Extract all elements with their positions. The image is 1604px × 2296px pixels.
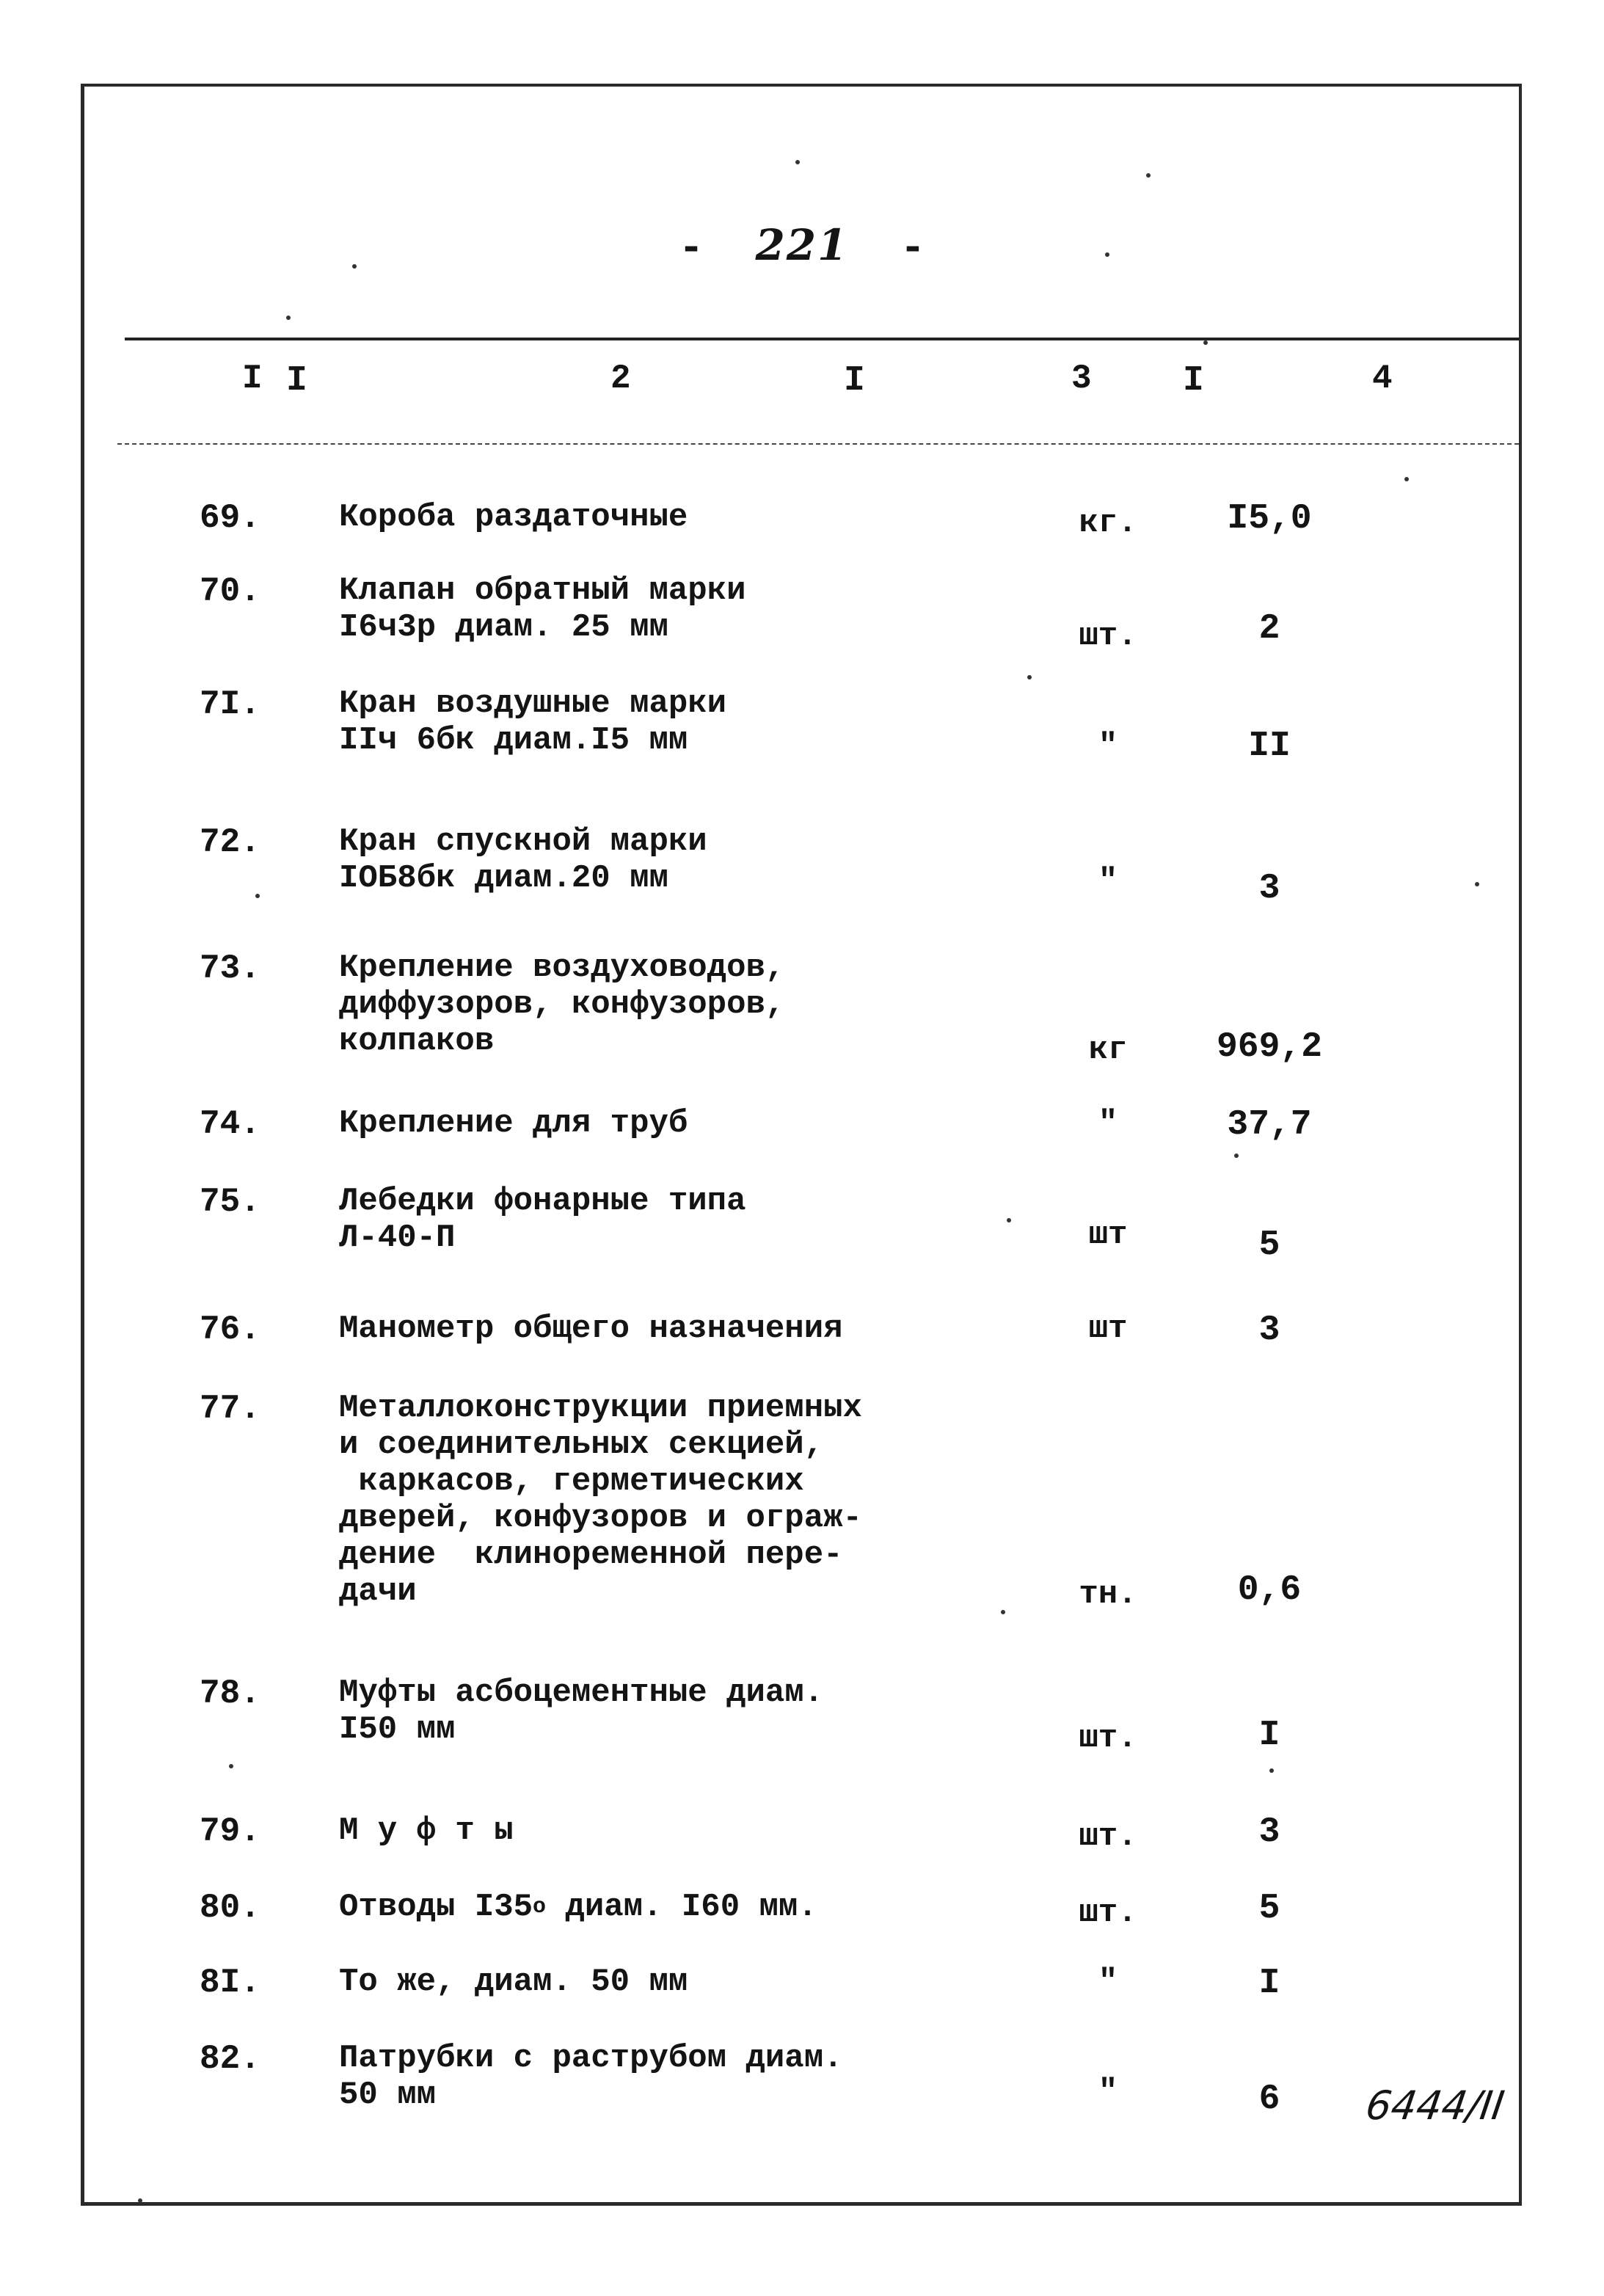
page-frame bbox=[81, 84, 1522, 2206]
row-number: 79. bbox=[200, 1812, 260, 1851]
header-separator-3: I bbox=[1183, 361, 1204, 401]
row-qty: 3 bbox=[1258, 869, 1280, 908]
row-unit: " bbox=[1098, 728, 1118, 765]
scan-speck bbox=[1475, 882, 1479, 886]
header-col-1: I bbox=[242, 360, 263, 398]
row-qty: 2 bbox=[1258, 609, 1280, 649]
scan-speck bbox=[1146, 173, 1151, 178]
row-unit: кг. bbox=[1079, 505, 1137, 542]
page-number-value: 221 bbox=[755, 220, 849, 270]
row-qty: 6 bbox=[1258, 2080, 1280, 2119]
scan-speck bbox=[1404, 477, 1409, 481]
row-name: Клапан обратный марки I6ч3р диам. 25 мм bbox=[339, 572, 746, 646]
row-unit: " bbox=[1098, 2074, 1118, 2110]
scan-speck bbox=[352, 264, 357, 269]
row-number: 78. bbox=[200, 1674, 260, 1713]
row-unit: шт. bbox=[1079, 1895, 1137, 1931]
header-col-3: 3 bbox=[1071, 360, 1092, 398]
header-separator-1: I bbox=[286, 361, 307, 401]
row-qty: II bbox=[1248, 726, 1291, 766]
page-number bbox=[0, 220, 1604, 273]
row-unit: шт. bbox=[1079, 1720, 1137, 1757]
scan-speck bbox=[229, 1764, 233, 1768]
scan-speck bbox=[1007, 1218, 1011, 1222]
row-name: Крепление воздуховодов, диффузоров, конфузоров, колпаков bbox=[339, 950, 785, 1060]
scan-speck bbox=[1234, 1154, 1239, 1158]
scan-speck bbox=[795, 160, 800, 164]
row-name: Кран воздушные марки IIч 6бк диам.I5 мм bbox=[339, 685, 727, 759]
row-number: 73. bbox=[200, 950, 260, 988]
row-number: 72. bbox=[200, 823, 260, 861]
scan-speck bbox=[138, 2198, 142, 2203]
row-name bbox=[339, 1889, 970, 1925]
scan-speck bbox=[1001, 1610, 1005, 1614]
row-unit: шт. bbox=[1079, 618, 1137, 655]
row-unit: " bbox=[1098, 1964, 1118, 2000]
scan-speck bbox=[1269, 1768, 1274, 1773]
header-bottom-rule bbox=[117, 443, 1519, 445]
row-name-tail: диам. I60 мм. bbox=[546, 1889, 817, 1925]
row-number: 76. bbox=[200, 1311, 260, 1349]
row-name: Муфты асбоцементные диам. I50 мм bbox=[339, 1674, 824, 1748]
header-col-4: 4 bbox=[1372, 360, 1393, 398]
scan-speck bbox=[1105, 252, 1109, 257]
row-name: Крепление для труб bbox=[339, 1105, 688, 1142]
row-qty: I bbox=[1258, 1964, 1280, 2003]
row-name: Металлоконструкции приемных и соединительных секцией, каркасов, герметических дверей, конфузоров и ограж- дение клиноременной пере- дачи bbox=[339, 1390, 862, 1610]
degree-sign: о bbox=[533, 1895, 547, 1920]
page-number-dash-left: - bbox=[678, 225, 704, 273]
row-qty: 3 bbox=[1258, 1812, 1280, 1852]
row-qty: 5 bbox=[1258, 1889, 1280, 1928]
row-name: Кран спускной марки IОБ8бк диам.20 мм bbox=[339, 823, 707, 897]
row-name: Патрубки с раструбом диам. 50 мм bbox=[339, 2040, 843, 2113]
scan-speck bbox=[1203, 340, 1208, 345]
row-unit: " bbox=[1098, 863, 1118, 900]
scan-speck bbox=[1027, 675, 1032, 679]
row-number: 80. bbox=[200, 1889, 260, 1927]
row-unit: шт bbox=[1088, 1311, 1128, 1347]
row-name-main: Отводы I35 bbox=[339, 1889, 533, 1925]
row-unit: " bbox=[1098, 1105, 1118, 1142]
row-number: 75. bbox=[200, 1183, 260, 1221]
row-unit: шт. bbox=[1079, 1818, 1137, 1855]
row-name: То же, диам. 50 мм bbox=[339, 1964, 688, 2000]
row-name: Лебедки фонарные типа Л-40-П bbox=[339, 1183, 746, 1256]
row-unit: кг bbox=[1088, 1032, 1128, 1068]
row-number: 69. bbox=[200, 499, 260, 537]
header-top-rule bbox=[125, 338, 1519, 340]
page-number-dash-right: - bbox=[900, 225, 926, 273]
scan-speck bbox=[286, 316, 291, 320]
row-qty: 0,6 bbox=[1237, 1570, 1302, 1610]
row-name: Короба раздаточные bbox=[339, 499, 688, 536]
header-separator-2: I bbox=[844, 361, 865, 401]
row-unit: шт bbox=[1088, 1217, 1128, 1253]
row-number: 82. bbox=[200, 2040, 260, 2078]
row-name: Манометр общего назначения bbox=[339, 1311, 843, 1347]
row-number: 74. bbox=[200, 1105, 260, 1143]
row-number: 70. bbox=[200, 572, 260, 611]
row-name: М у ф т ы bbox=[339, 1812, 514, 1849]
row-qty: 969,2 bbox=[1216, 1027, 1323, 1067]
row-number: 8I. bbox=[200, 1964, 260, 2002]
row-qty: I5,0 bbox=[1227, 499, 1312, 539]
row-qty: 3 bbox=[1258, 1311, 1280, 1350]
row-number: 7I. bbox=[200, 685, 260, 724]
row-number: 77. bbox=[200, 1390, 260, 1428]
row-qty: 5 bbox=[1258, 1225, 1280, 1265]
header-col-2: 2 bbox=[610, 360, 631, 398]
scan-speck bbox=[255, 894, 260, 898]
archive-stamp: 6444/II bbox=[1363, 2082, 1507, 2129]
row-qty: I bbox=[1258, 1716, 1280, 1755]
row-unit: тн. bbox=[1079, 1576, 1137, 1613]
row-qty: 37,7 bbox=[1227, 1105, 1312, 1145]
